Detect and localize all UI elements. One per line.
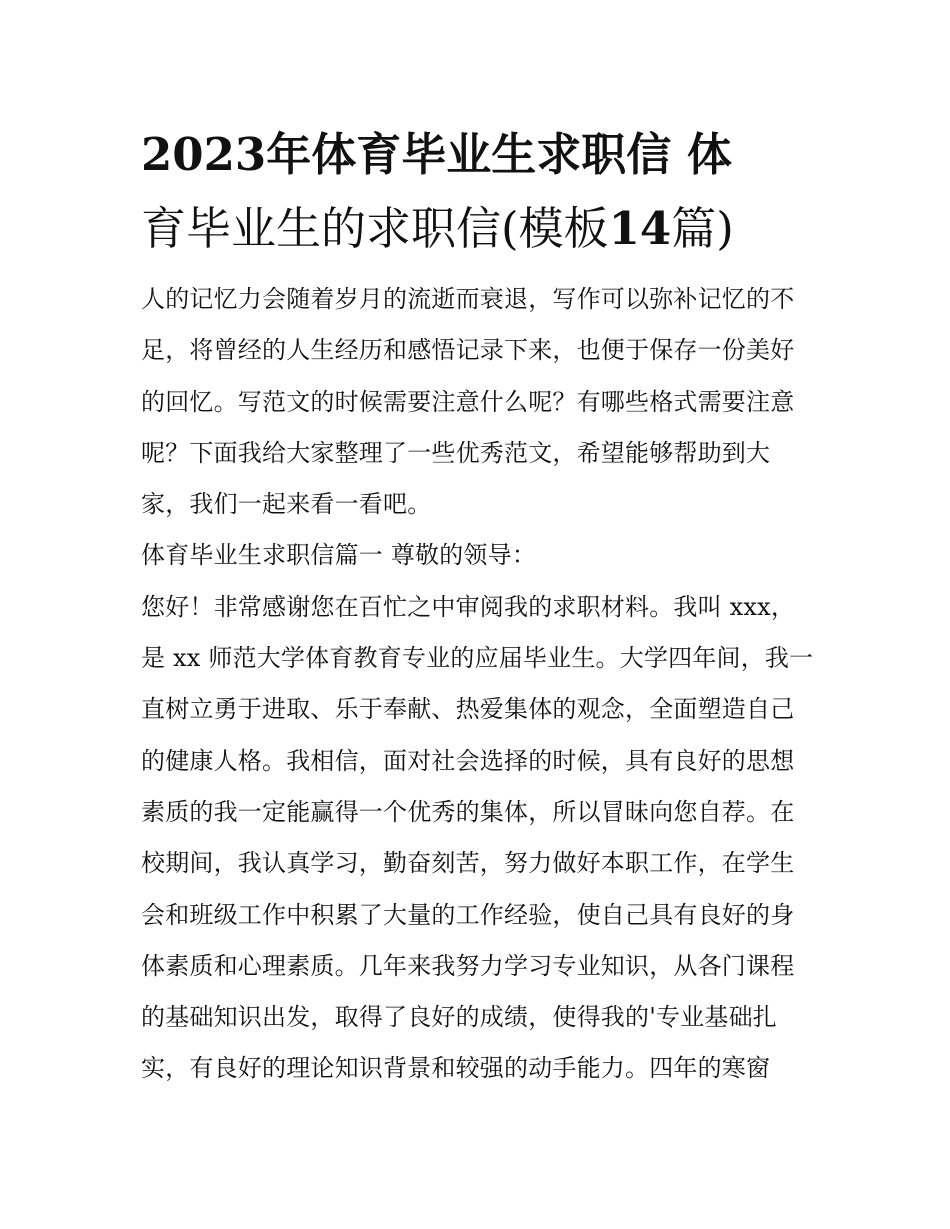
title-line-2-part-3: 篇) (671, 202, 734, 255)
section-heading-paragraph: 体育毕业生求职信篇一 尊敬的领导： (141, 541, 537, 570)
document-content (141, 118, 817, 1095)
intro-paragraph: 人的记忆力会随着岁月的流逝而衰退，写作可以弥补记忆的不足，将曾经的人生经历和感悟记录下来，也便于保存一份美好的回忆。写范文的时候需要注意什么呢？有哪些格式需要注意呢？下面我给大家整理了一些优秀范文，希望能够帮助到大家，我们一起来看一看吧。 (141, 285, 795, 519)
title-line-2-part-1: 育毕业生的求职信(模板 (141, 202, 609, 255)
title-line-2-number: 14 (608, 202, 672, 255)
letter-body-paragraph: 您好！非常感谢您在百忙之中审阅我的求职材料。我叫 xxx，是 xx 师范大学体育教育专业的应届毕业生。大学四年间，我一直树立勇于进取、乐于奉献、热爱集体的观念，全面塑造自己的健康人格。我相信，面对社会选择的时候，具有良好的思想素质的我一定能赢得一个优秀的集体，所以冒昧向您自荐。在校期间，我认真学习，勤奋刻苦，努力做好本职工作，在学生会和班级工作中积累了大量的工作经验，使自己具有良好的身体素质和心理素质。几年来我努力学习专业知识，从各门课程的基础知识出发，取得了良好的成绩，使得我的'专业基础扎实，有良好的理论知识背景和较强的动手能力。四年的寒窗 (141, 592, 814, 1083)
document-title (141, 118, 817, 266)
document-body (141, 274, 817, 1095)
title-line-1: 2023年体育毕业生求职信 体 (141, 128, 732, 181)
